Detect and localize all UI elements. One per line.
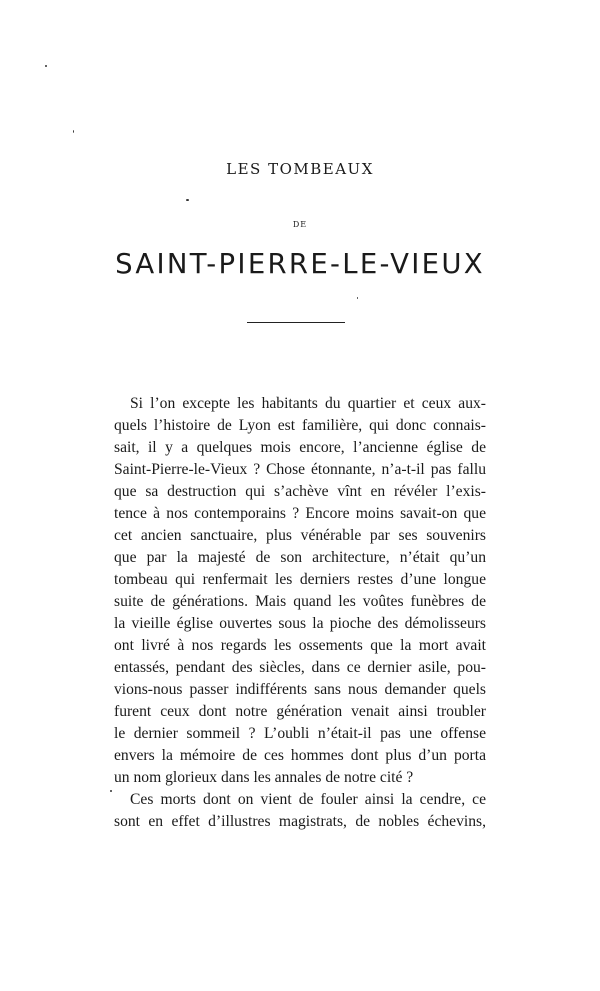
text-line: Si l’on excepte les habitants du quartier et ceux aux- [130,395,486,412]
text-line: furent ceux dont notre génération venait ainsi troubler [114,703,486,720]
text-line: que sa destruction qui s’achève vînt en révéler l’exis- [114,483,486,500]
text-line: tombeau qui renfermait les derniers restes d’une longue [114,571,486,588]
title-separator-rule [247,322,345,323]
print-speck [45,65,47,67]
text-line: suite de générations. Mais quand les voûtes funèbres de [114,593,486,610]
print-speck [357,297,358,299]
print-speck [73,130,74,133]
text-line: sait, il y a quelques mois encore, l’ancienne église de [114,439,486,456]
text-line: entassés, pendant des siècles, dans ce dernier asile, pou- [114,659,486,676]
text-line: envers la mémoire de ces hommes dont plus d’un porta [114,747,486,764]
text-line: ont livré à nos regards les ossements que la mort avait [114,637,486,654]
text-line: sont en effet d’illustres magistrats, de nobles échevins, [114,813,486,830]
chapter-title-preposition: DE [292,220,308,229]
chapter-title: LES TOMBEAUX [226,160,374,178]
body-text [114,393,486,833]
text-line: la vieille église ouvertes sous la pioche des démolisseurs [114,615,486,632]
text-line: Saint-Pierre-le-Vieux ? Chose étonnante, n’a-t-il pas fallu [114,461,486,478]
text-line: vions-nous passer indifférents sans nous demander quels [114,681,486,698]
text-line: Ces morts dont on vient de fouler ainsi la cendre, ce [130,791,486,808]
text-line: que par la majesté de son architecture, n’était qu’un [114,549,486,566]
print-speck [186,199,189,201]
text-line: tence à nos contemporains ? Encore moins savait-on que [114,505,486,522]
chapter-title-main: SAINT-PIERRE-LE-VIEUX [115,248,485,280]
text-line: le dernier sommeil ? L’oubli n’était-il pas une offense [114,725,486,742]
text-line: un nom glorieux dans les annales de notre cité ? [114,769,414,786]
print-speck [110,790,112,792]
text-line: cet ancien sanctuaire, plus vénérable par ses souvenirs [114,527,486,544]
text-line: quels l’histoire de Lyon est familière, qui donc connais- [114,417,486,434]
